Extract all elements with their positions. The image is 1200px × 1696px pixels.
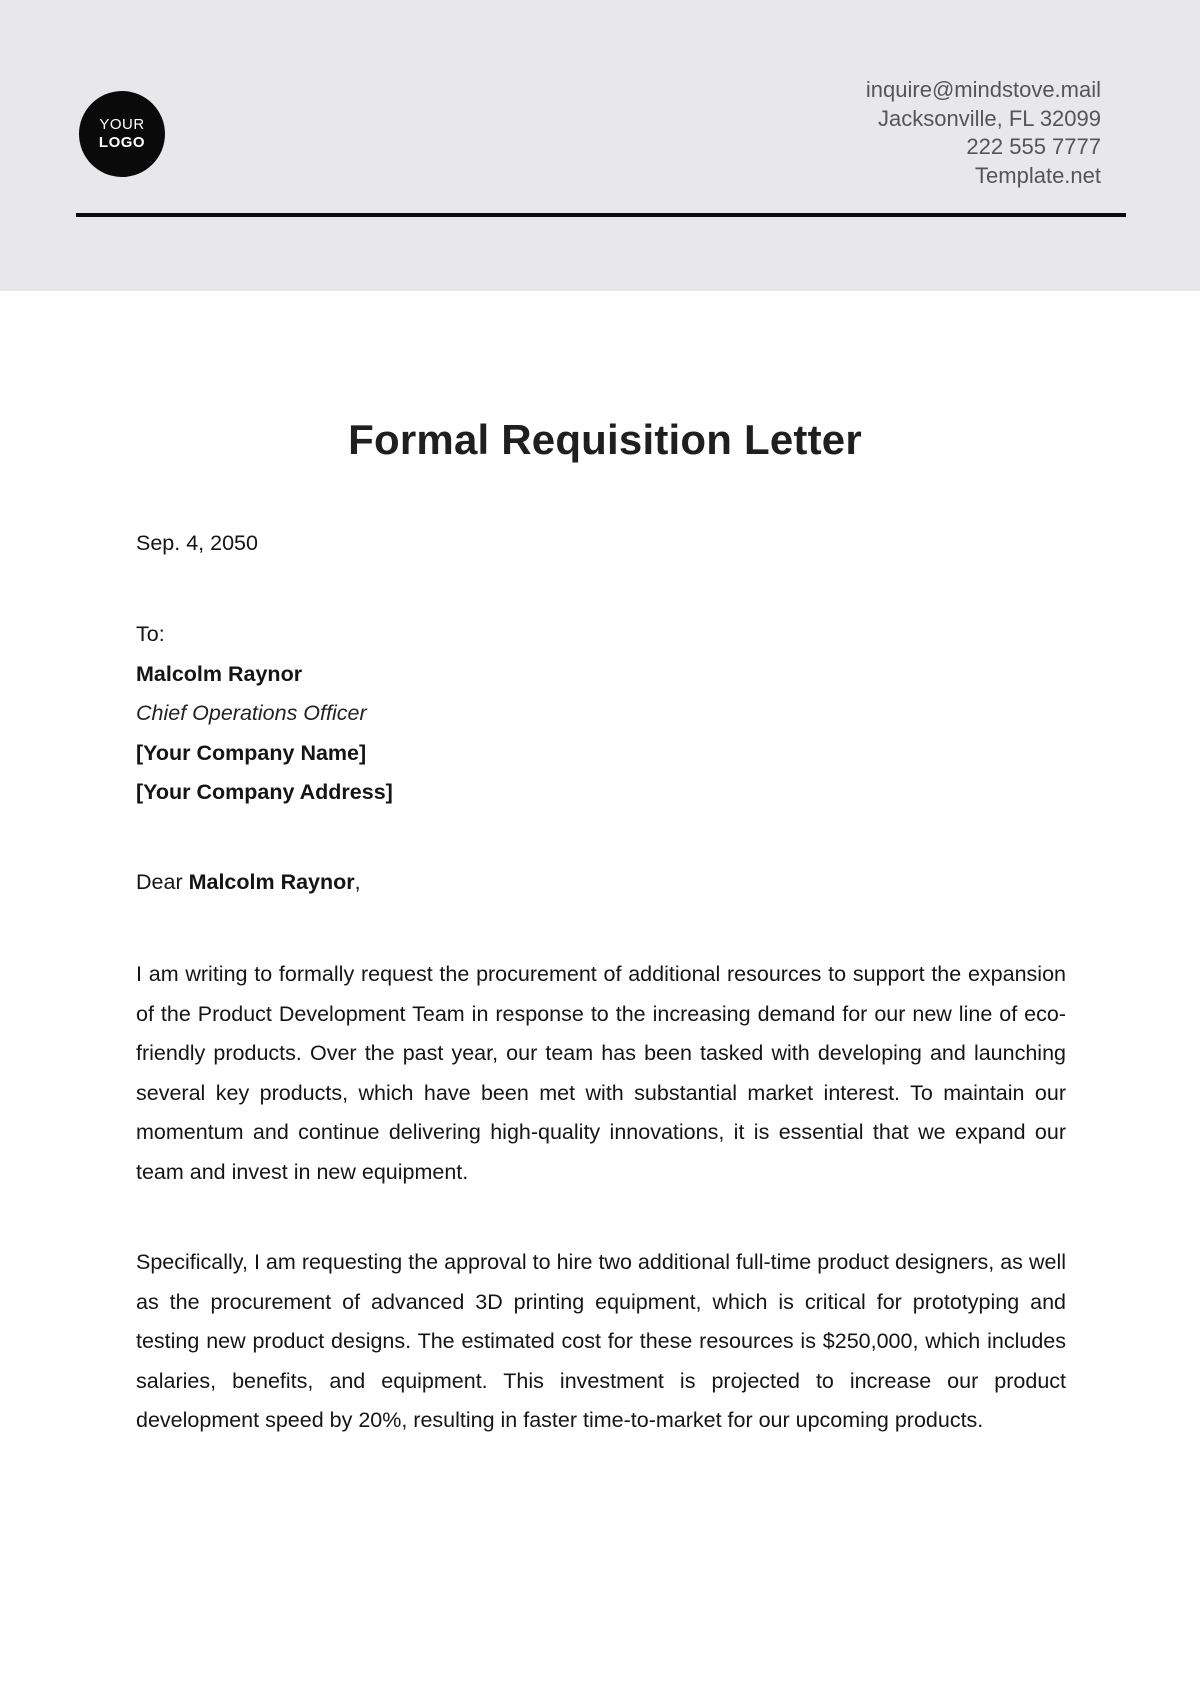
- contact-location: Jacksonville, FL 32099: [878, 105, 1101, 131]
- salutation-suffix: ,: [354, 870, 361, 894]
- logo-text-bottom: LOGO: [98, 134, 146, 151]
- document-title: Formal Requisition Letter: [348, 416, 862, 463]
- body-paragraph-1: I am writing to formally request the procurement of additional resources to support the expansion of the Product Development Team in response to the increasing demand for our new line of eco-friendly products. Over the past year, our team has been tasked with developing and launching several key products, which have been met with substantial market interest. To maintain our momentum and continue delivering high-quality innovations, it is essential that we expand our team and invest in new equipment.: [136, 962, 1066, 1184]
- to-label: To:: [136, 622, 165, 646]
- contact-block: [866, 76, 1101, 190]
- company-address: [Your Company Address]: [136, 780, 393, 804]
- recipient-title: Chief Operations Officer: [136, 701, 367, 725]
- contact-email: inquire@mindstove.mail: [865, 77, 1101, 102]
- salutation: [136, 863, 1066, 903]
- contact-phone: 222 555 7777: [966, 134, 1101, 159]
- recipient-name: Malcolm Raynor: [136, 661, 303, 686]
- header-divider: [76, 213, 1126, 217]
- letterhead: [0, 0, 1200, 291]
- body-paragraph-2: Specifically, I am requesting the approval to hire two additional full-time product designers, as well as the procurement of advanced 3D printing equipment, which is critical for prototyping and testing new product designs. The estimated cost for these resources is $250,000, which includes salaries, benefits, and equipment. This investment is projected to increase our product development speed by 20%, resulting in faster time-to-market for our upcoming products.: [136, 1250, 1066, 1432]
- company-logo: [79, 91, 165, 177]
- company-name: [Your Company Name]: [136, 740, 367, 765]
- logo-text-top: YOUR: [99, 116, 145, 133]
- salutation-prefix: Dear: [136, 870, 189, 894]
- salutation-name: Malcolm Raynor: [188, 870, 355, 894]
- recipient-block: [136, 615, 1066, 813]
- letter-date: Sep. 4, 2050: [136, 531, 258, 555]
- contact-website: Template.net: [975, 162, 1101, 188]
